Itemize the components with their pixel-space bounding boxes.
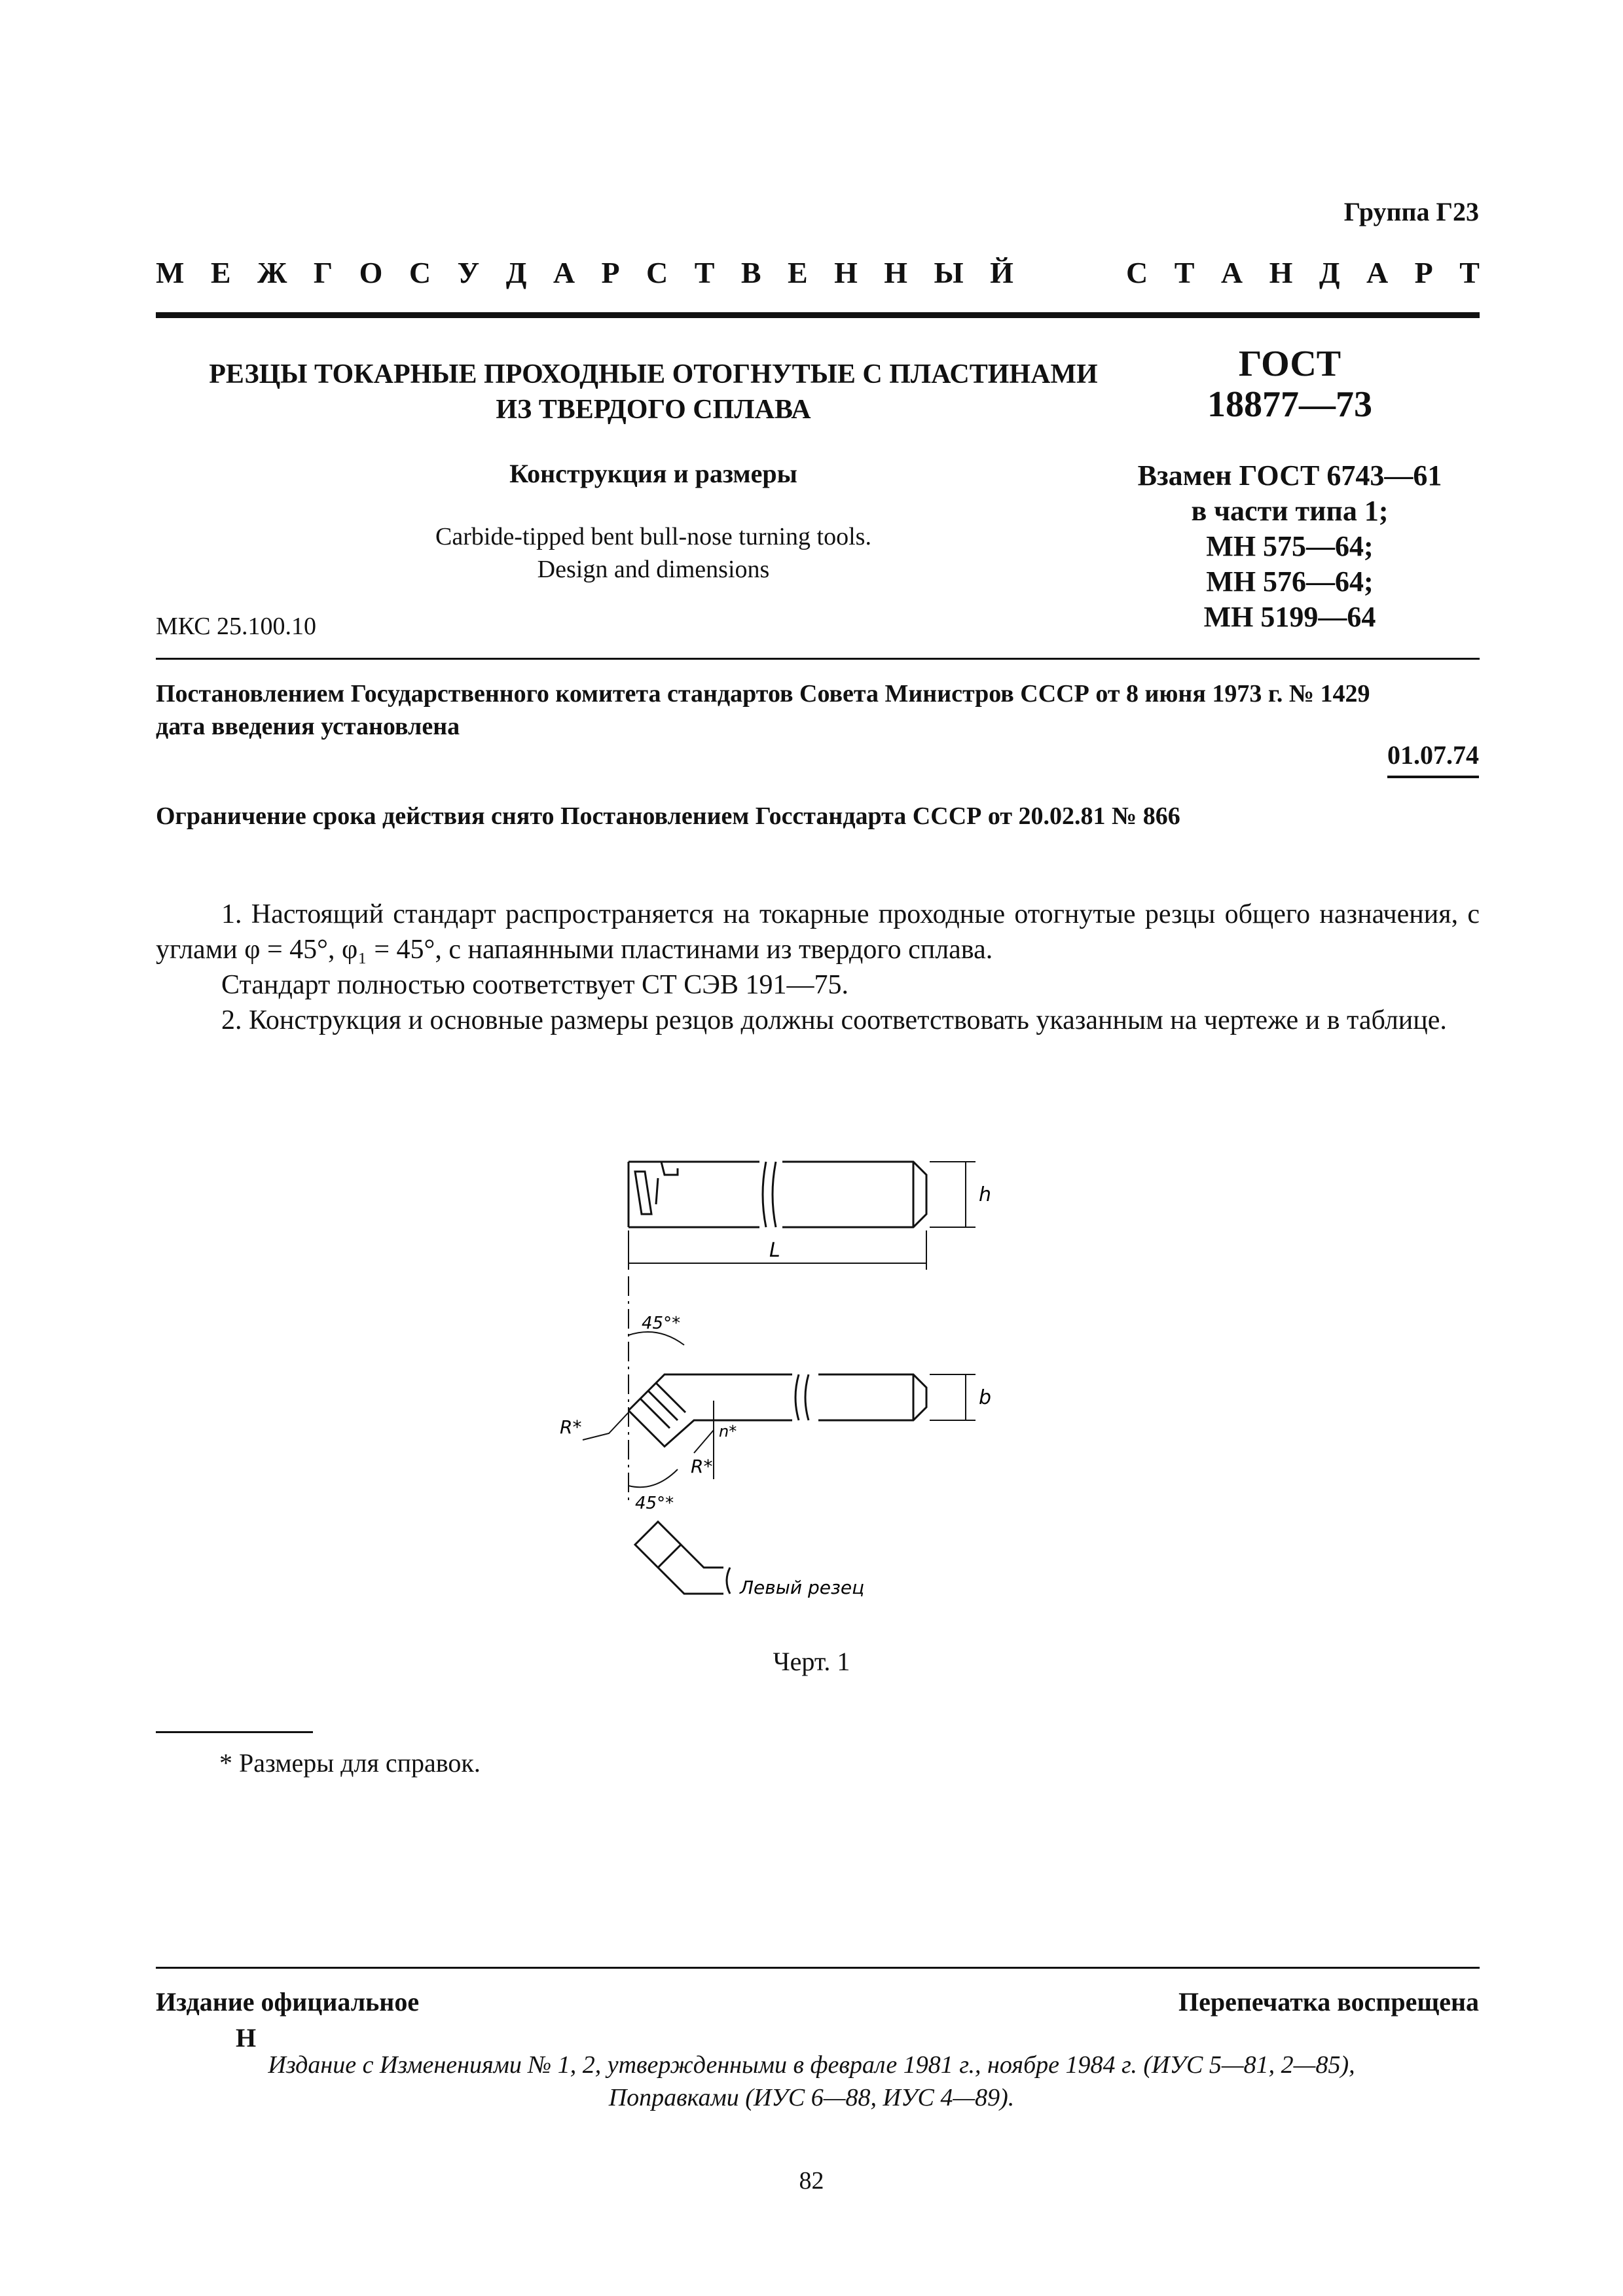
- edition-line-2: Поправками (ИУС 6—88, ИУС 4—89).: [608, 2084, 1015, 2111]
- heading-word-interstate: [156, 255, 1013, 290]
- side-view-tip: [629, 1162, 678, 1214]
- side-view-mark: [656, 1178, 658, 1204]
- subtitle-en-line-1: Carbide-tipped bent bull-nose turning tools.: [435, 523, 871, 550]
- replaces-block: [1113, 458, 1467, 635]
- heading-letter: Н: [1269, 256, 1293, 289]
- label-left-tool: Левый резец: [740, 1577, 865, 1598]
- heading-letter: Ж: [257, 256, 287, 289]
- decree-text: [156, 677, 1480, 743]
- document-title: [156, 357, 1151, 427]
- label-radius-right: R*: [691, 1456, 713, 1477]
- paragraph-cmea: Стандарт полностью соответствует СТ СЭВ 191—75.: [221, 970, 848, 1000]
- left-tool-sketch: [635, 1522, 723, 1594]
- label-angle-bottom: 45°*: [635, 1494, 674, 1513]
- replaces-line: МН 575—64;: [1206, 530, 1374, 562]
- footer-rule: [156, 1967, 1480, 1969]
- paragraph-1: 1. Настоящий стандарт распространяется на токарные проходные отогнутые резцы общего назначения, с углами φ = 45°, φ₁ = 45°, с напаянными пластинами из твердого сплава.: [156, 899, 1480, 965]
- heading-letter: Д: [505, 256, 527, 289]
- heading-letter: Т: [1174, 256, 1195, 289]
- heading-letter: Т: [1459, 256, 1480, 289]
- side-view-body-right: [782, 1162, 926, 1227]
- heading-letter: Е: [210, 256, 231, 289]
- heading-letter: Р: [601, 256, 620, 289]
- heading-letter: Д: [1319, 256, 1340, 289]
- heading-rule: [156, 312, 1480, 318]
- break-line: [727, 1568, 730, 1594]
- subtitle-en-line-2: Design and dimensions: [537, 556, 770, 583]
- edition-letter: Н: [236, 2023, 257, 2053]
- heading-letter: С: [646, 256, 668, 289]
- heading-letter: В: [740, 256, 761, 289]
- introduction-date: 01.07.74: [1387, 740, 1479, 778]
- heading-letter: Й: [990, 256, 1013, 289]
- heading-word-standard: [1126, 255, 1480, 290]
- insert-lines: [640, 1383, 685, 1428]
- heading-letter: Е: [787, 256, 808, 289]
- subtitle-russian: Конструкция и размеры: [509, 459, 797, 488]
- replaces-line: Взамен ГОСТ 6743—61: [1137, 459, 1442, 492]
- heading-letter: А: [1366, 256, 1389, 289]
- replaces-line: МН 576—64;: [1206, 565, 1374, 598]
- heading-letter: Т: [694, 256, 715, 289]
- label-n: n*: [719, 1422, 737, 1441]
- replaces-line: в части типа 1;: [1191, 495, 1389, 527]
- heading-letter: Г: [313, 256, 333, 289]
- label-radius-left: R*: [560, 1416, 582, 1438]
- gost-designation: [1165, 344, 1414, 425]
- angle-arc-bottom: [629, 1469, 678, 1487]
- title-line-1: РЕЗЦЫ ТОКАРНЫЕ ПРОХОДНЫЕ ОТОГНУТЫЕ С ПЛАСТИНАМИ: [209, 359, 1098, 389]
- heading-letter: С: [409, 256, 431, 289]
- title-line-2: ИЗ ТВЕРДОГО СПЛАВА: [496, 395, 811, 425]
- heading-letter: М: [156, 256, 185, 289]
- decree-rule: [156, 658, 1480, 660]
- heading-letter: Н: [884, 256, 908, 289]
- gost-label: ГОСТ: [1238, 344, 1341, 384]
- edition-line-1: Издание с Изменениями № 1, 2, утвержденными в феврале 1981 г., ноябре 1984 г. (ИУС 5—81, 2—85),: [268, 2051, 1355, 2079]
- angle-arc-top: [629, 1332, 684, 1345]
- edition-note: [0, 2049, 1623, 2114]
- page-number: 82: [799, 2167, 824, 2195]
- radius-leader: [583, 1412, 629, 1440]
- footnote: * Размеры для справок.: [219, 1748, 481, 1778]
- label-angle-top: 45°*: [642, 1314, 681, 1333]
- paragraph-2: 2. Конструкция и основные размеры резцов должны соответствовать указанным на чертеже и в таблице.: [221, 1005, 1447, 1035]
- break-line: [763, 1162, 766, 1227]
- heading-letter: А: [553, 256, 575, 289]
- decree-line-1: Постановлением Государственного комитета стандартов Совета Министров СССР от 8 июня 1973 г. № 1429: [156, 680, 1370, 708]
- reprint-prohibited: Перепечатка воспрещена: [1178, 1987, 1479, 2017]
- break-line: [795, 1374, 809, 1420]
- heading-letter: С: [1126, 256, 1148, 289]
- tool-drawing: [543, 1139, 1041, 1623]
- subtitle-english: [156, 520, 1151, 586]
- replaces-line: МН 5199—64: [1203, 601, 1376, 633]
- limitation-note: Ограничение срока действия снято Постановлением Госстандарта СССР от 20.02.81 № 866: [156, 802, 1180, 830]
- break-line: [773, 1162, 776, 1227]
- gost-number: 18877—73: [1207, 384, 1372, 425]
- group-label: Группа Г23: [1343, 197, 1479, 226]
- radius-leader: [694, 1430, 714, 1453]
- footnote-rule: [156, 1731, 313, 1733]
- heading-letter: Н: [834, 256, 858, 289]
- heading-letter: Р: [1414, 256, 1433, 289]
- heading-letter: У: [457, 256, 480, 289]
- label-h: h: [979, 1183, 992, 1206]
- plan-view-end: [818, 1374, 926, 1420]
- official-edition: Издание официальное: [156, 1987, 420, 2017]
- heading-letter: О: [359, 256, 383, 289]
- label-b: b: [979, 1386, 992, 1409]
- heading-letter: Ы: [934, 256, 964, 289]
- mks-code: МКС 25.100.10: [156, 613, 317, 640]
- heading-letter: А: [1220, 256, 1243, 289]
- decree-line-2: дата введения установлена: [156, 713, 460, 740]
- label-L: L: [769, 1239, 780, 1262]
- interstate-standard-heading: [156, 255, 1480, 290]
- figure-caption: Черт. 1: [773, 1647, 850, 1676]
